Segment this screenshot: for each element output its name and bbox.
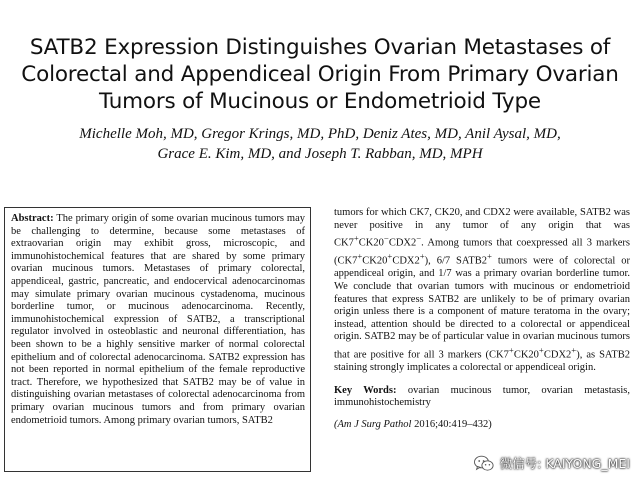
abstract-continuation [334, 207, 630, 375]
article-title [20, 34, 620, 115]
author-list [20, 124, 620, 164]
continuation-text: CDX2 [543, 349, 572, 361]
wechat-icon [474, 455, 494, 472]
continuation-text: ), as SATB2 staining strongly implicates a colorectal or appendiceal origin. [334, 349, 630, 374]
superscript: − [383, 233, 389, 244]
abstract-label: Abstract: [11, 213, 54, 224]
citation-details: 2016;40:419–432) [411, 418, 492, 430]
superscript: + [571, 344, 577, 355]
abstract-box [4, 207, 311, 472]
superscript: + [357, 251, 363, 262]
continuation-text: tumors for which CK7, CK20, and CDX2 were available, SATB2 was never positive in any tumor of any origin that was CK7 [334, 207, 630, 249]
continuation-text: CK20 [358, 237, 384, 249]
abstract-continuation-column [334, 207, 630, 431]
keywords-text: ovarian mucinous tumor, ovarian metastasis, immunohistochemistry [334, 384, 630, 409]
abstract-body: The primary origin of some ovarian mucinous tumors may be challenging to determine, because some metastases of extraovarian origin may exhibit gross, microscopic, and immunohistochemical features that are shared by some primary ovarian mucinous tumors. Metastases of primary colorectal, appendiceal, gastric, pancreatic, and endocervical adenocarcinomas may simulate primary ovarian mucinous cystadenoma, mucinous borderline tumor, or mucinous adenocarcinoma. Recently, immunohistochemical expression of SATB2, a transcriptional regulator involved in osteoblastic and neuronal differentiation, has been shown to be a highly sensitive marker of normal colorectal epithelium and of colorectal adenocarcinoma. SATB2 expression has not been reported in normal epithelium of the female reproductive tract. Therefore, we hypothesized that SATB2 may be of value in distinguishing ovarian metastases of colorectal adenocarcinoma from primary ovarian mucinous tumors and from primary ovarian endometrioid tumors. Among primary ovarian tumors, SATB2 [11, 213, 305, 426]
author-line: Michelle Moh, MD, Gregor Krings, MD, PhD, Deniz Ates, MD, Anil Aysal, MD, [79, 126, 561, 142]
superscript: + [419, 251, 425, 262]
continuation-text: CK20 [362, 255, 388, 267]
wechat-watermark [474, 454, 630, 472]
continuation-text: CDX2 [392, 255, 420, 267]
continuation-text: . Among tumors that coexpressed all 3 markers (CK7 [334, 237, 630, 267]
superscript: + [508, 344, 514, 355]
author-line: Grace E. Kim, MD, and Joseph T. Rabban, MD, MPH [157, 146, 483, 162]
continuation-text: tumors were of colorectal or appendiceal origin, and 1/7 was a primary ovarian borderline tumor. We conclude that ovarian tumors with mucinous or endometrioid features that express SATB2 are unlikely to be of primary ovarian origin unless there is a component of mature teratoma in the ovary; instead, attention should be directed to a colorectal or appendiceal origin. SATB2 may be of particular value in ovarian mucinous tumors that are positive for all 3 markers (CK7 [334, 255, 631, 361]
title-line: SATB2 Expression Distinguishes Ovarian Metastases of [29, 35, 611, 60]
title-line: Tumors of Mucinous or Endometrioid Type [99, 89, 541, 114]
superscript: + [538, 344, 544, 355]
watermark-text: 微信号: KAIYONG_MEI [499, 456, 630, 471]
continuation-text: CK20 [513, 349, 539, 361]
keywords-label: Key Words: [334, 384, 397, 396]
citation [334, 419, 630, 432]
citation-journal: (Am J Surg Pathol [334, 418, 412, 430]
superscript: + [387, 251, 393, 262]
keywords [334, 385, 630, 410]
superscript: − [416, 233, 422, 244]
continuation-text: CDX2 [388, 237, 417, 249]
superscript: + [353, 233, 359, 244]
title-line: Colorectal and Appendiceal Origin From Primary Ovarian [21, 62, 619, 87]
abstract-paragraph [11, 213, 305, 427]
superscript: + [487, 251, 492, 262]
continuation-text: ), 6/7 SATB2 [424, 255, 487, 267]
